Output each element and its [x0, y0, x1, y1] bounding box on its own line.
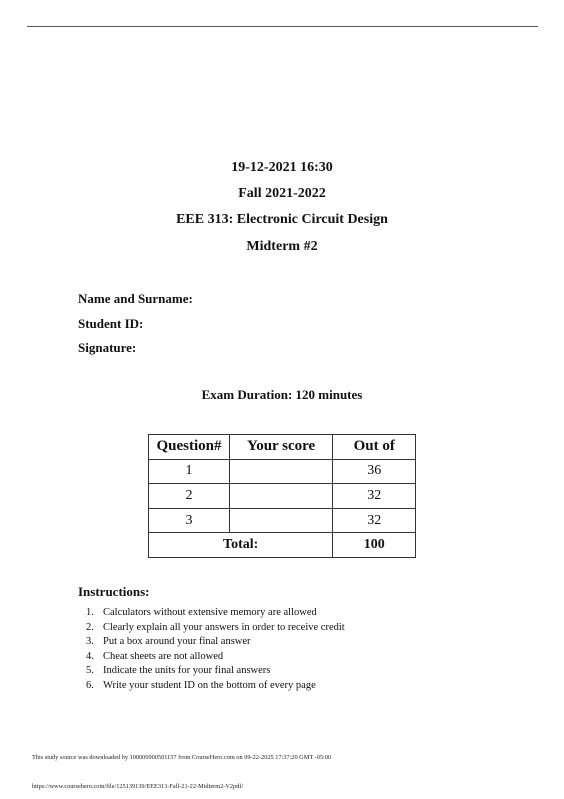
- list-item-number: 2.: [86, 621, 94, 633]
- out-of-cell: 32: [333, 508, 416, 533]
- name-surname-label: Name and Surname:: [78, 291, 193, 306]
- course-title: EEE 313: Electronic Circuit Design: [176, 212, 388, 227]
- list-item-number: 4.: [86, 650, 94, 662]
- total-label: Total:: [149, 533, 333, 558]
- source-url-link[interactable]: https://www.coursehero.com/file/125139139/EEE313-Fall-21-22-Midterm2-V2pdf/: [32, 783, 244, 790]
- list-item-number: 3.: [86, 636, 94, 648]
- total-value: 100: [333, 533, 416, 558]
- total-row: [149, 533, 416, 558]
- list-item: [86, 606, 345, 621]
- exam-title: Midterm #2: [246, 239, 318, 254]
- exam-term: Fall 2021-2022: [238, 186, 326, 201]
- list-item: [86, 635, 345, 650]
- student-id-label: Student ID:: [78, 316, 144, 331]
- table-row: [149, 484, 416, 509]
- score-table: [148, 434, 416, 558]
- exam-date-time: 19-12-2021 16:30: [231, 160, 333, 175]
- list-item-text: Clearly explain all your answers in order to receive credit: [103, 621, 345, 633]
- question-number-cell: 3: [149, 508, 230, 533]
- score-cell: [229, 484, 333, 509]
- list-item-text: Indicate the units for your final answers: [103, 665, 271, 677]
- list-item-number: 6.: [86, 679, 94, 691]
- list-item-text: Write your student ID on the bottom of every page: [103, 679, 316, 691]
- question-number-cell: 2: [149, 484, 230, 509]
- score-cell: [229, 459, 333, 484]
- top-divider: [27, 26, 538, 27]
- instructions-title: Instructions:: [78, 584, 150, 599]
- score-table-header-row: [149, 435, 416, 460]
- list-item: [86, 664, 345, 679]
- col-header-out-of: Out of: [333, 435, 416, 460]
- instructions-list: [86, 606, 345, 694]
- col-header-question: Question#: [149, 435, 230, 460]
- exam-duration: Exam Duration: 120 minutes: [201, 387, 363, 402]
- col-header-your-score: Your score: [229, 435, 333, 460]
- list-item-text: Calculators without extensive memory are allowed: [103, 607, 317, 618]
- score-cell: [229, 508, 333, 533]
- list-item-number: 1.: [86, 607, 94, 618]
- out-of-cell: 36: [333, 459, 416, 484]
- out-of-cell: 32: [333, 484, 416, 509]
- question-number-cell: 1: [149, 459, 230, 484]
- list-item: [86, 679, 345, 694]
- table-row: [149, 508, 416, 533]
- list-item-number: 5.: [86, 665, 94, 677]
- list-item: [86, 621, 345, 636]
- signature-label: Signature:: [78, 340, 137, 355]
- list-item-text: Cheat sheets are not allowed: [103, 650, 224, 662]
- list-item-text: Put a box around your final answer: [103, 636, 251, 648]
- download-notice: This study source was downloaded by 100000900501157 from CourseHero.com on 09-22-2025 17:37:20 GMT -05:00: [32, 754, 332, 761]
- list-item: [86, 650, 345, 665]
- table-row: [149, 459, 416, 484]
